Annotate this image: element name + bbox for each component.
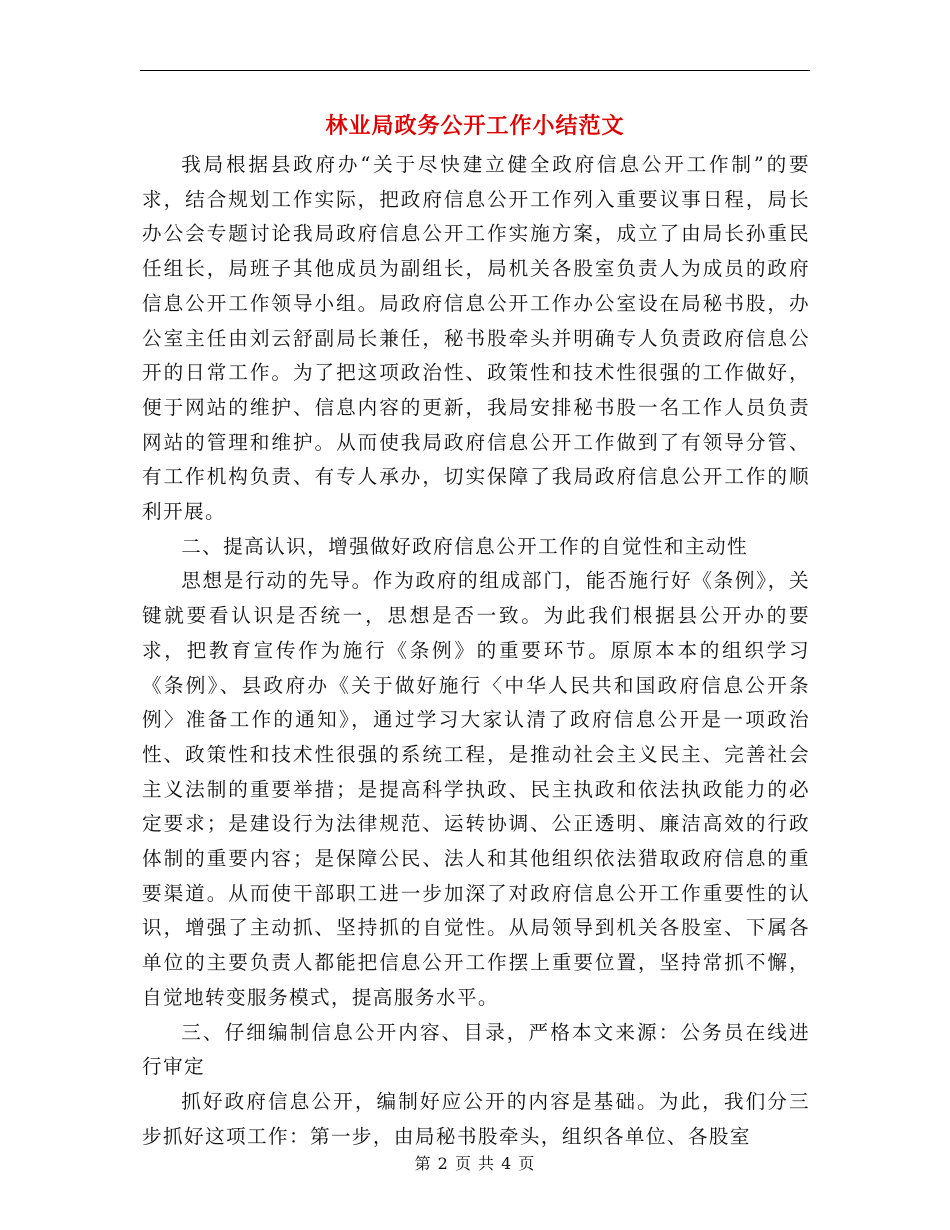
document-body — [142, 148, 810, 1154]
section-heading-2: 二、提高认识，增强做好政府信息公开工作的自觉性和主动性 — [181, 534, 749, 558]
paragraph-intro: 我局根据县政府办“关于尽快建立健全政府信息公开工作制”的要求，结合规划工作实际，把政府信息公开工作列入重要议事日程，局长办公会专题讨论我局政府信息公开工作实施方案，成立了由局长孙重民任组长，局班子其他成员为副组长，局机关各股室负责人为成员的政府信息公开工作领导小组。局政府信息公开工作办公室设在局秘书股，办公室主任由刘云舒副局长兼任，秘书股牵头并明确专人负责政府信息公开的日常工作。为了把这项政治性、政策性和技术性很强的工作做好，便于网站的维护、信息内容的更新，我局安排秘书股一名工作人员负责网站的管理和维护。从而使我局政府信息公开工作做到了有领导分管、有工作机构负责、有专人承办，切实保障了我局政府信息公开工作的顺利开展。 — [142, 153, 810, 524]
paragraph-section-2: 思想是行动的先导。作为政府的组成部门，能否施行好《条例》，关键就要看认识是否统一，思想是否一致。为此我们根据县公开办的要求，把教育宣传作为施行《条例》的重要环节。原原本本的组织学习《条例》、县政府办《关于做好施行〈中华人民共和国政府信息公开条例〉准备工作的通知》，通过学习大家认清了政府信息公开是一项政治性、政策性和技术性很强的系统工程，是推动社会主义民主、完善社会主义法制的重要举措；是提高科学执政、民主执政和依法执政能力的必定要求；是建设行为法律规范、运转协调、公正透明、廉洁高效的行政体制的重要内容；是保障公民、法人和其他组织依法猎取政府信息的重要渠道。从而使干部职工进一步加深了对政府信息公开工作重要性的认识，增强了主动抓、坚持抓的自觉性。从局领导到机关各股室、下属各单位的主要负责人都能把信息公开工作摆上重要位置，坚持常抓不懈，自觉地转变服务模式，提高服务水平。 — [142, 569, 810, 1009]
paragraph-section-3: 抓好政府信息公开，编制好应公开的内容是基础。为此，我们分三步抓好这项工作：第一步，由局秘书股牵头，组织各单位、各股室 — [142, 1089, 810, 1148]
header-rule — [140, 70, 810, 71]
section-heading-3: 三、仔细编制信息公开内容、目录，严格本文来源：公务员在线进行审定 — [142, 1020, 810, 1079]
page-number-footer: 第 2 页 共 4 页 — [414, 1154, 536, 1173]
document-title: 林业局政务公开工作小结范文 — [325, 113, 625, 139]
